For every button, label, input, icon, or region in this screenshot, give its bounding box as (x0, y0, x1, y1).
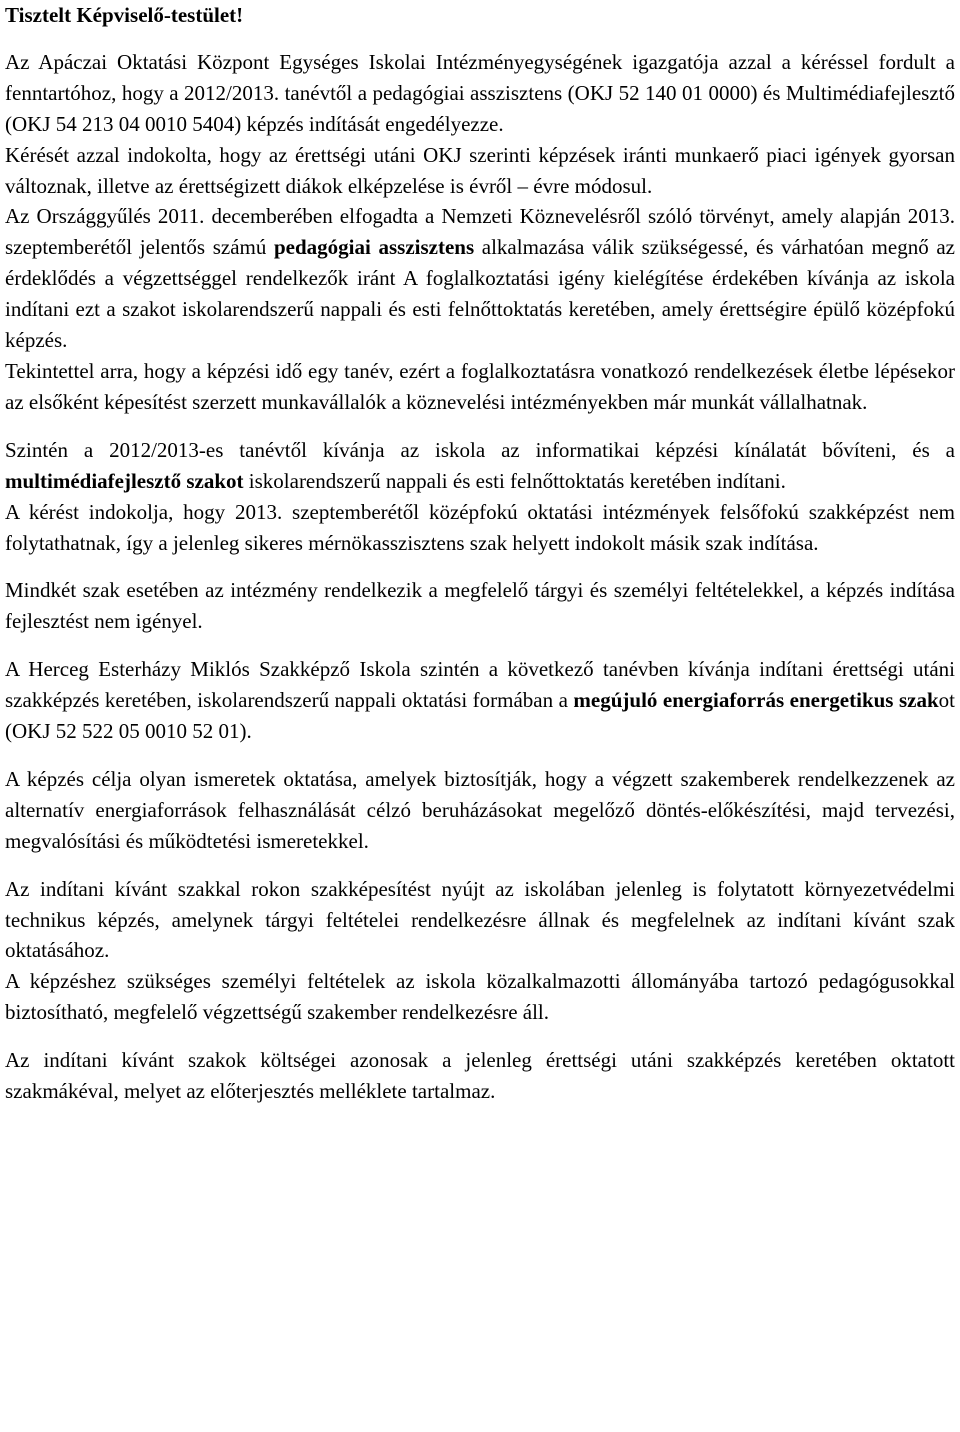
paragraph-text: alkalmazása válik szükségessé, és várhatóan megnő az érdeklődés a végzettséggel rendelkezők iránt A foglalkoztatási igény kielégítése érdekében kívánja az iskola indítani ezt a szakot iskolarendszerű nappali és esti felnőttoktatás keretében, amely érettségire épülő középfokú képzés. (5, 235, 955, 353)
paragraph-text: A Herceg Esterházy Miklós Szakképző Iskola szintén a következő tanévben kívánja indítani érettségi utáni szakképzés keretében, iskolarendszerű nappali oktatási formában a (5, 657, 955, 713)
bold-term-multimedia-developer: multimédiafejlesztő szakot (5, 468, 244, 493)
paragraph-conditions: Mindkét szak esetében az intézmény rendelkezik a megfelelő tárgyi és személyi feltételekkel, a képzés indítása fejlesztést nem igényel. (5, 578, 955, 634)
bold-term-renewable-energy: megújuló energiaforrás energetikus szak (573, 688, 939, 713)
paragraph-text: iskolarendszerű nappali és esti felnőttoktatás keretében indítani. (243, 468, 786, 493)
paragraph-parliament-law (5, 201, 955, 356)
paragraph-personnel: A képzéshez szükséges személyi feltételek az iskola közalkalmazotti állományába tartozó pedagógusokkal biztosítható, megfelelő végzettségű szakember rendelkezésre áll. (5, 969, 955, 1025)
paragraph-costs: Az indítani kívánt szakok költségei azonosak a jelenleg érettségi utáni szakképzés keretében oktatott szakmákéval, melyet az előterjesztés melléklete tartalmaz. (5, 1048, 955, 1104)
paragraph-related-qualification: Az indítani kívánt szakkal rokon szakképesítést nyújt az iskolában jelenleg is folytatott környezetvédelmi technikus képzés, amelynek tárgyi feltételei rendelkezésre állnak és megfelelnek az indítani kívánt szak oktatásához. (5, 876, 955, 963)
paragraph-justification: Kérését azzal indokolta, hogy az érettségi utáni OKJ szerinti képzések iránti munkaerő piaci igények gyorsan változnak, illetve az érettségizett diákok elképzelése is évről – évre módosul. (5, 142, 955, 198)
paragraph-training-time: Tekintettel arra, hogy a képzési idő egy tanév, ezért a foglalkoztatásra vonatkozó rendelkezések életbe lépésekor az elsőként képesítést szerzett munkavállalók a köznevelési intézményekben már munkát vállalhatnak. (5, 358, 955, 414)
paragraph-training-goal: A képzés célja olyan ismeretek oktatása, amelyek biztosítják, hogy a végzett szakemberek rendelkezzenek az alternatív energiaforrások felhasználását célzó beruházásokat megelőző döntés-előkészítési, majd tervezési, megvalósítási és működtetési ismeretekkel. (5, 766, 955, 853)
bold-term-pedagogical-assistant: pedagógiai asszisztens (273, 235, 475, 260)
paragraph-text: Az Országgyűlés 2011. decemberében elfogadta a Nemzeti Köznevelésről szóló törvényt, amely alapján 2013. szeptemberétől jelentős számú (5, 204, 955, 260)
salutation-heading: Tisztelt Képviselő-testület! (5, 3, 244, 27)
paragraph-request: Az Apáczai Oktatási Központ Egységes Iskolai Intézményegységének igazgatója azzal a kéréssel fordult a fenntartóhoz, hogy a 2012/2013. tanévtől a pedagógiai asszisztens (OKJ 52 140 01 0000) és Multimédiafejlesztő (OKJ 54 213 04 0010 5404) képzés indítását engedélyezze. (5, 49, 955, 136)
paragraph-request-reason: A kérést indokolja, hogy 2013. szeptemberétől középfokú oktatási intézmények felsőfokú szakképzést nem folytathatnak, így a jelenleg sikeres mérnökasszisztens szak helyett indokolt másik szak indítása. (5, 499, 955, 555)
paragraph-text: ot (OKJ 52 522 05 0010 52 01). (5, 688, 955, 744)
paragraph-text: Szintén a 2012/2013-es tanévtől kívánja az iskola az informatikai képzési kínálatát bővíteni, és a (5, 437, 955, 462)
paragraph-multimedia (5, 435, 955, 497)
paragraph-esterhazy-school (5, 654, 955, 747)
